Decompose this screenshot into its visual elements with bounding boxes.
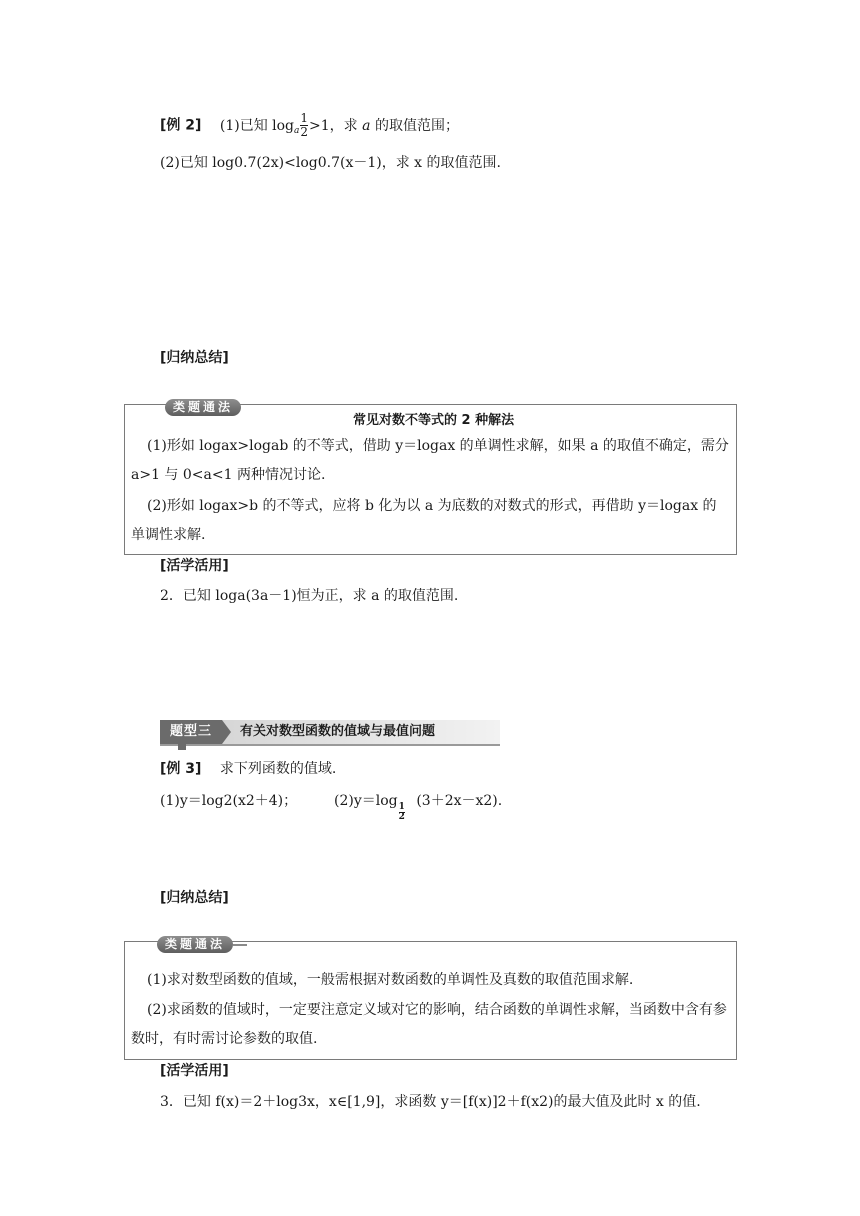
summary2-box [124, 937, 737, 1060]
type3-bar [160, 720, 500, 746]
example3-text: 求下列函数的值域. [219, 761, 337, 777]
example2-line1 [160, 112, 459, 139]
practice2-heading: [活学活用] [160, 558, 229, 574]
example2-relation: >1，求 [309, 117, 358, 134]
example3-part2-suffix: (3＋2x－x2). [416, 793, 503, 809]
example2-part1 [219, 111, 459, 139]
base-numerator: 1 [398, 802, 405, 812]
summary2-tag: 类题通法 [157, 936, 233, 953]
summary1-tag: 类题通法 [165, 399, 241, 416]
summary1-box [124, 400, 737, 555]
practice3-text: 3．已知 f(x)＝2＋log3x，x∈[1,9]，求函数 y＝[f(x)]2＋f(x2)的最大值及此时 x 的值. [160, 1094, 701, 1110]
fraction-denominator: 2 [300, 125, 309, 139]
summary1-heading: [归纳总结] [160, 350, 229, 366]
example2-fraction [300, 112, 308, 139]
example3-log-base-fraction [399, 803, 405, 822]
example3-part1: (1)y＝log2(x2＋4)； [160, 793, 298, 809]
fraction-numerator: 1 [300, 111, 309, 125]
example2-part1-prefix: (1)已知 log [219, 117, 295, 134]
example3-label: [例 3] [160, 761, 202, 777]
example3-part2 [334, 790, 502, 822]
example2-part2: (2)已知 log0.7(2x)<log0.7(x－1)，求 x 的取值范围. [160, 155, 501, 171]
example2-variable: a [362, 117, 371, 134]
summary1-item1: (1)形如 logax>logab 的不等式，借助 y＝logax 的单调性求解，如果 a 的取值不确定，需分 a>1 与 0<a<1 两种情况讨论. [131, 438, 729, 483]
example2-log-base: a [294, 125, 300, 136]
practice2-text: 2．已知 loga(3a－1)恒为正，求 a 的取值范围. [160, 588, 459, 604]
summary2-item2: (2)求函数的值域时，一定要注意定义域对它的影响，结合函数的单调性求解，当函数中含有参数时，有时需讨论参数的取值. [131, 1002, 727, 1047]
summary2-item1: (1)求对数型函数的值域，一般需根据对数函数的单调性及真数的取值范围求解. [147, 972, 634, 988]
example3-part2-prefix: (2)y＝log [334, 793, 398, 809]
practice3-heading: [活学活用] [160, 1063, 229, 1079]
example2-label: [例 2] [160, 117, 202, 134]
type3-title: 有关对数型函数的值域与最值问题 [240, 724, 436, 739]
type3-label: 题型三 [160, 720, 222, 744]
example3-line [160, 758, 336, 778]
summary2-heading: [归纳总结] [160, 890, 229, 906]
summary2-tag-tail [233, 944, 247, 946]
type3-bar-mark [178, 744, 186, 750]
summary1-title: 常见对数不等式的 2 种解法 [353, 413, 515, 428]
base-denominator: 2 [398, 812, 405, 822]
example2-suffix: 的取值范围； [374, 117, 459, 134]
summary1-item2: (2)形如 logax>b 的不等式，应将 b 化为以 a 为底数的对数式的形式，再借助 y＝logax 的单调性求解. [131, 498, 717, 543]
